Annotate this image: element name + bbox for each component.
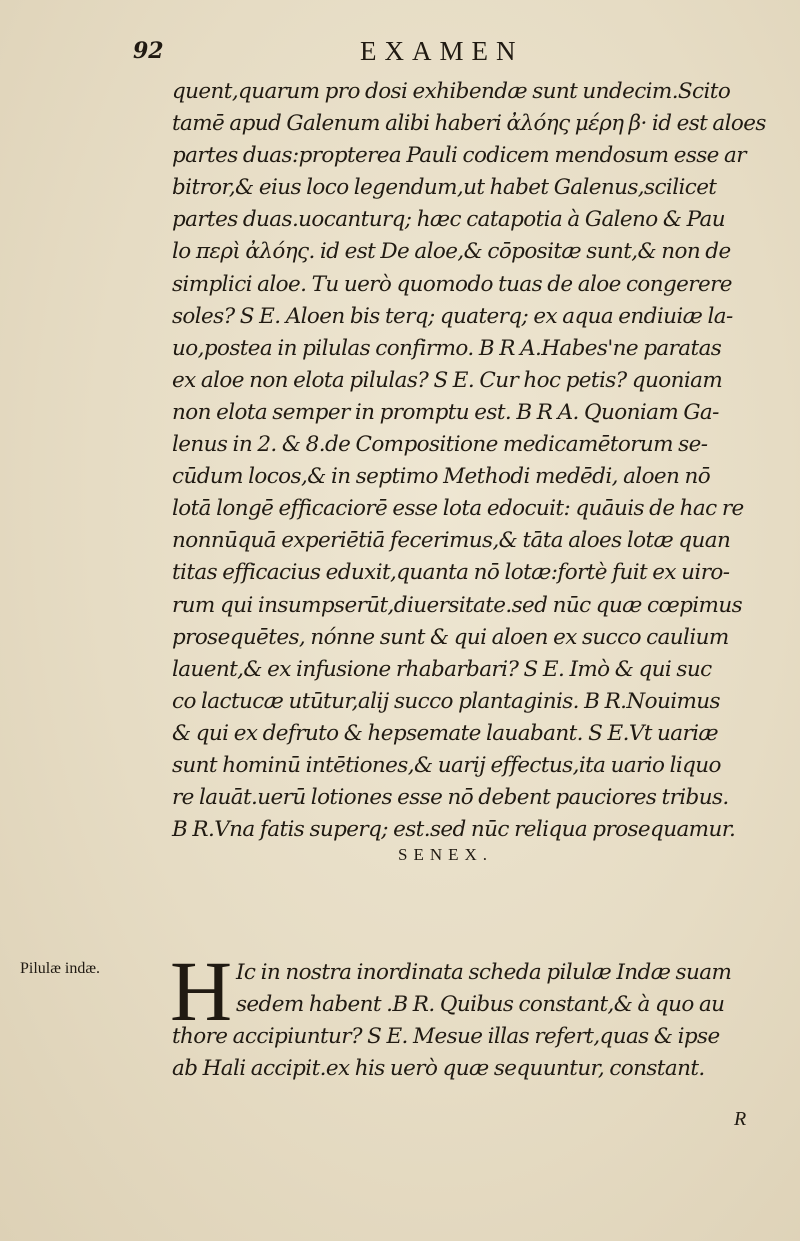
text-line: cūdum locos,& in septimo Methodi medēdi, aloen nō [172, 464, 711, 490]
text-line: sedem habent .B R. Quibus constant,& à quo au [236, 992, 725, 1018]
page-number: 92 [133, 38, 164, 64]
text-line: soles? S E. Aloen bis terq; quaterq; ex aqua endiuiæ la- [172, 303, 733, 329]
text-line: tamē apud Galenum alibi haberi ἀλόης μέρη β· id est aloes [172, 111, 766, 137]
text-line: bitror,& eius loco legendum,ut habet Galenus,scilicet [172, 175, 717, 201]
text-line: lenus in 2. & 8.de Compositione medicamētorum se- [172, 432, 708, 458]
drop-cap: H [170, 943, 233, 1039]
speaker-heading: SENEX. [398, 845, 494, 864]
text-line: quent,quarum pro dosi exhibendæ sunt undecim.Scito [172, 79, 731, 104]
text-line: co lactucæ utūtur,alij succo plantaginis. B R.Nouimus [172, 688, 720, 714]
text-line: simplici aloe. Tu uerò quomodo tuas de aloe congerere [172, 271, 732, 297]
text-line: ab Hali accipit.ex his uerò quæ sequuntur, constant. [172, 1056, 705, 1082]
catchword: R [734, 1108, 747, 1130]
second-paragraph [172, 957, 772, 1085]
text-line: rum qui insumpserūt,diuersitate.sed nūc quæ cœpimus [172, 592, 743, 618]
text-line: thore accipiuntur? S E. Mesue illas refert,quas & ipse [172, 1024, 720, 1050]
text-line: Ic in nostra inordinata scheda pilulæ Indæ suam [236, 960, 732, 985]
text-line: lotā longē efficaciorē esse lota edocuit: quāuis de hac re [172, 496, 744, 522]
page-header [0, 34, 800, 74]
text-line: partes duas.uocanturq; hæc catapotia à Galeno & Pau [172, 207, 726, 233]
text-line: prosequētes, nónne sunt & qui aloen ex succo caulium [172, 624, 729, 650]
text-line: partes duas:propterea Pauli codicem mendosum esse ar [172, 143, 746, 169]
text-line: & qui ex defruto & hepsemate lauabant. S E.Vt uariæ [172, 720, 719, 746]
margin-note: Pilulæ indæ. [20, 960, 101, 977]
text-line: uo,postea in pilulas confirmo. B R A.Habes'ne paratas [172, 335, 722, 361]
text-line: titas efficacius eduxit,quanta nō lotæ:fortè fuit ex uiro- [172, 560, 730, 586]
text-line: re lauāt.uerū lotiones esse nō debent pauciores tribus. [172, 785, 729, 811]
text-line: lauent,& ex infusione rhabarbari? S E. Imò & qui suc [172, 656, 712, 682]
text-line: ex aloe non elota pilulas? S E. Cur hoc petis? quoniam [172, 367, 723, 393]
text-line: non elota semper in promptu est. B R A. Quoniam Ga- [172, 399, 719, 425]
text-line: nonnūquā experiētiā fecerimus,& tāta aloes lotæ quan [172, 528, 731, 554]
text-line: lo περὶ ἀλόης. id est De aloe,& cōpositæ sunt,& non de [172, 239, 731, 265]
text-line: sunt hominū intētiones,& uarij effectus,ita uario liquo [172, 752, 721, 778]
main-text-block [172, 76, 772, 846]
running-head: EXAMEN [360, 36, 524, 66]
text-line: B R.Vna fatis superq; est.sed nūc reliqua prosequamur. [172, 817, 736, 843]
